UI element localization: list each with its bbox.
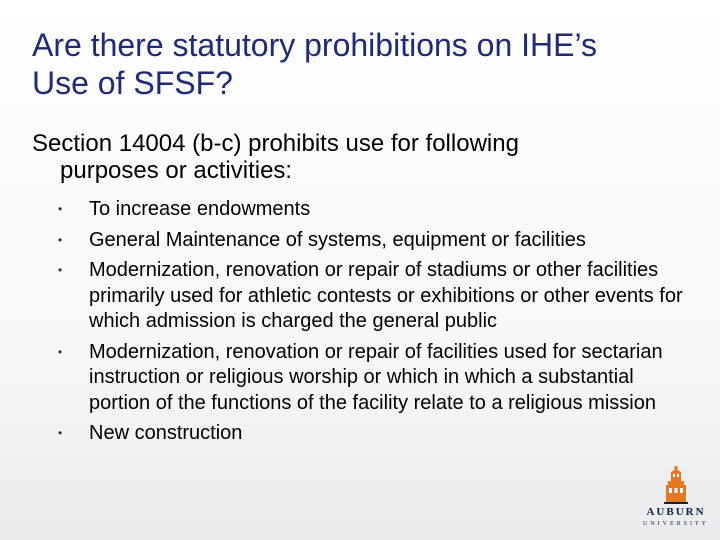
bullet-text: New construction <box>89 422 243 444</box>
lead-line-2: purposes or activities: <box>60 157 293 184</box>
bullet-list <box>58 197 698 452</box>
slide-title <box>32 26 692 102</box>
logo-wordmark: AUBURN <box>646 506 706 518</box>
list-item <box>58 228 698 254</box>
slide-title-line-2: Use of SFSF? <box>32 65 233 101</box>
auburn-university-logo <box>638 466 714 532</box>
list-item <box>58 197 698 223</box>
lead-paragraph <box>32 130 672 184</box>
bullet-text: To increase endowments <box>89 198 311 220</box>
list-item <box>58 258 698 335</box>
list-item <box>58 421 698 447</box>
tower-icon <box>662 466 690 504</box>
bullet-dot: • <box>58 344 63 359</box>
bullet-dot: • <box>58 202 63 216</box>
bullet-dot: • <box>58 232 63 247</box>
logo-subtitle: UNIVERSITY <box>643 521 709 527</box>
slide-title-line-1: Are there statutory prohibitions on IHE’s <box>32 27 598 63</box>
bullet-dot: • <box>58 263 63 277</box>
bullet-text: General Maintenance of systems, equipment or facilities <box>89 228 586 251</box>
lead-line-1: Section 14004 (b-c) prohibits use for following <box>32 130 519 157</box>
bullet-dot: • <box>58 426 63 440</box>
list-item <box>58 340 698 417</box>
bullet-text: Modernization, renovation or repair of facilities used for sectarian instruction or religious worship or which in which a substantial portion of the functions of the facility relate to a religious mission <box>89 340 663 414</box>
bullet-text: Modernization, renovation or repair of stadiums or other facilities primarily used for athletic contests or exhibitions or other events for which admission is charged the general public <box>89 259 683 332</box>
